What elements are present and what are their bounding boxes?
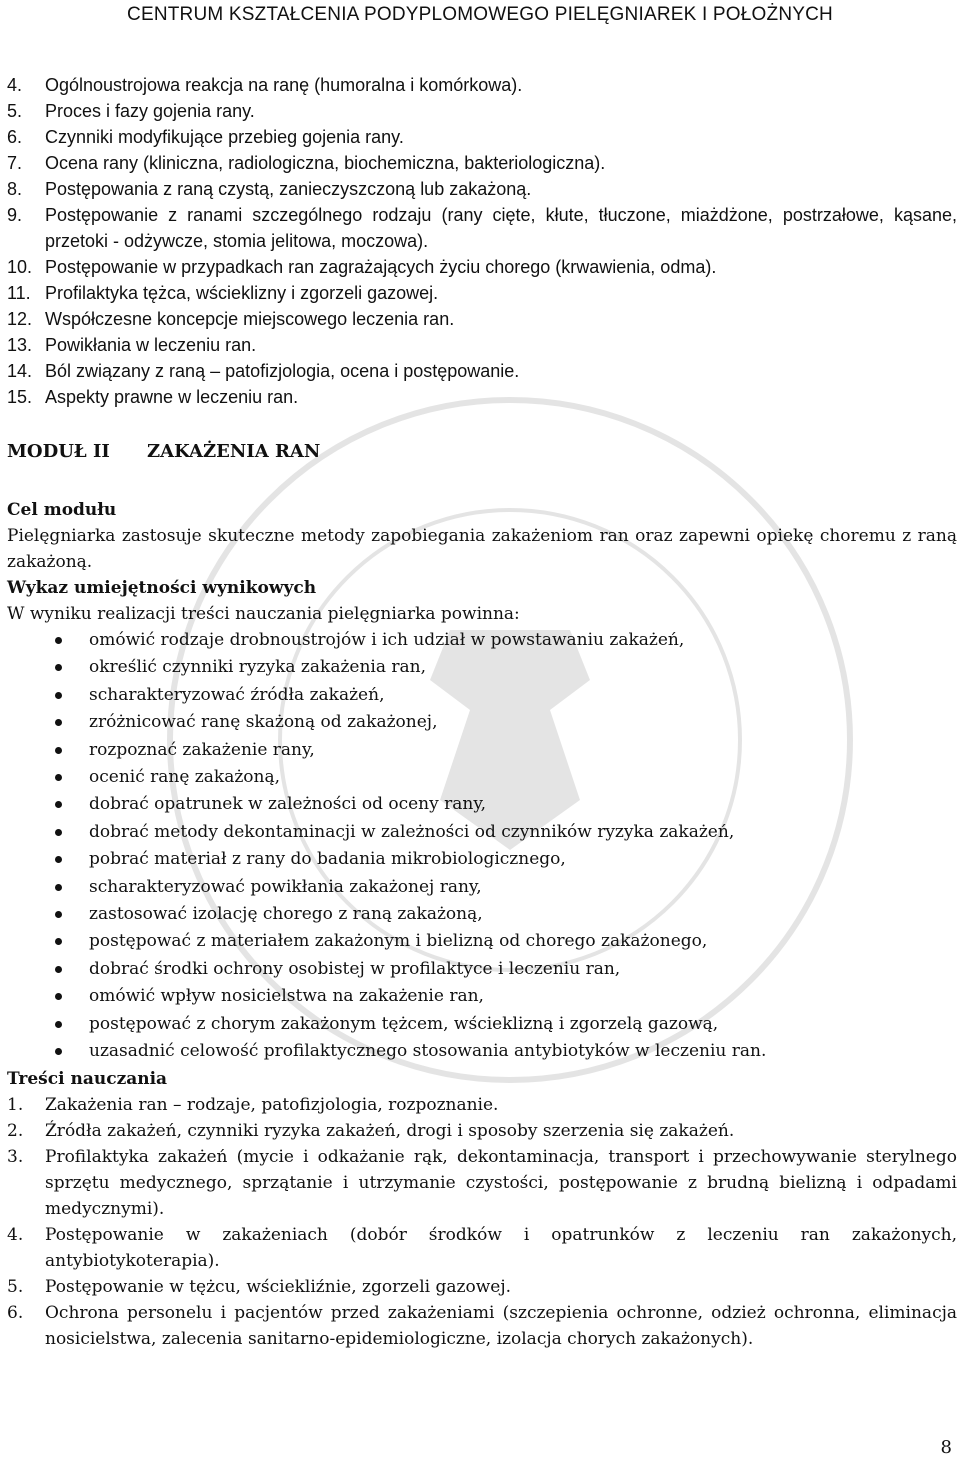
skills-intro: W wyniku realizacji treści nauczania pielęgniarka powinna: [7,604,520,624]
list-item: 7. Ocena rany (kliniczna, radiologiczna, biochemiczna, bakteriologiczna). [7,153,606,173]
bullet-icon [55,993,62,1000]
bullet-icon [55,884,62,891]
goal-heading: Cel modułu [7,500,117,520]
list-item: 12. Współczesne koncepcje miejscowego leczenia ran. [7,309,455,329]
list-item: pobrać materiał z rany do badania mikrobiologicznego, [51,846,957,873]
list-item: 5. Postępowanie w tężcu, wściekliźnie, zgorzeli gazowej. [7,1276,512,1297]
list-item: 3. Profilaktyka zakażeń (mycie i odkażanie rąk, dekontaminacja, transport i przechowywanie sterylnego sprzętu medycznego, sprzątanie i utrzymanie czystości, postępowanie z brudną bielizną i odpadami medycznymi). [7,1146,957,1219]
content-list [7,1092,957,1352]
content-heading: Treści nauczania [7,1068,168,1089]
list-item: 14. Ból związany z raną – patofizjologia, ocena i postępowanie. [7,361,520,381]
list-item: 5. Proces i fazy gojenia rany. [7,101,255,121]
bullet-icon [55,664,62,671]
bullet-icon [55,911,62,918]
list-item: zróżnicować ranę skażoną od zakażonej, [51,709,957,736]
list-item: 13. Powikłania w leczeniu ran. [7,335,257,355]
module-heading [7,441,321,462]
list-item: 8. Postępowania z raną czystą, zanieczyszczoną lub zakażoną. [7,179,532,199]
list-item: scharakteryzować powikłania zakażonej rany, [51,874,957,901]
list-item: postępować z materiałem zakażonym i bielizną od chorego zakażonego, [51,928,957,955]
bullet-icon [55,829,62,836]
list-item: omówić rodzaje drobnoustrojów i ich udział w powstawaniu zakażeń, [51,627,957,654]
list-item: scharakteryzować źródła zakażeń, [51,682,957,709]
list-item: dobrać metody dekontaminacji w zależności od czynników ryzyka zakażeń, [51,819,957,846]
module-title: ZAKAŻENIA RAN [147,441,321,462]
list-item: postępować z chorym zakażonym tężcem, wścieklizną i zgorzelą gazową, [51,1011,957,1038]
list-item: zastosować izolację chorego z raną zakażoną, [51,901,957,928]
bullet-icon [55,774,62,781]
list-item: dobrać opatrunek w zależności od oceny rany, [51,791,957,818]
module-content [7,497,957,1352]
bullet-icon [55,1048,62,1055]
skills-list [7,627,957,1066]
list-item: 4. Ogólnoustrojowa reakcja na ranę (humoralna i komórkowa). [7,75,523,95]
list-item: określić czynniki ryzyka zakażenia ran, [51,654,957,681]
list-item: 15. Aspekty prawne w leczeniu ran. [7,387,299,407]
bullet-icon [55,747,62,754]
topics-list [7,72,957,410]
list-item: 10. Postępowanie w przypadkach ran zagrażających życiu chorego (krwawienia, odma). [7,257,717,277]
bullet-icon [55,856,62,863]
list-item: 9. Postępowanie z ranami szczególnego rodzaju (rany cięte, kłute, tłuczone, miażdżone, postrzałowe, kąsane, przetoki - odżywcze, stomia jelitowa, moczowa). [7,205,957,251]
module-label: MODUŁ II [7,441,110,462]
list-item: 4. Postępowanie w zakażeniach (dobór środków i opatrunków z leczeniu ran zakażonych, antybiotykoterapia). [7,1224,957,1271]
list-item: rozpoznać zakażenie rany, [51,737,957,764]
bullet-icon [55,801,62,808]
bullet-icon [55,938,62,945]
bullet-icon [55,1021,62,1028]
list-item: 1. Zakażenia ran – rodzaje, patofizjologia, rozpoznanie. [7,1094,499,1115]
page-number: 8 [940,1437,952,1458]
list-item: 6. Ochrona personelu i pacjentów przed zakażeniami (szczepienia ochronne, odzież ochronna, eliminacja nosicielstwa, zalecenia sanitarno-epidemiologiczne, izolacja chorych zakażonych). [7,1302,957,1349]
list-item: dobrać środki ochrony osobistej w profilaktyce i leczeniu ran, [51,956,957,983]
page-header: CENTRUM KSZTAŁCENIA PODYPLOMOWEGO PIELĘGNIAREK I POŁOŻNYCH [127,4,833,25]
skills-heading: Wykaz umiejętności wynikowych [7,578,317,598]
list-item: uzasadnić celowość profilaktycznego stosowania antybiotyków w leczeniu ran. [51,1038,957,1065]
goal-text: Pielęgniarka zastosuje skuteczne metody zapobiegania zakażeniom ran oraz zapewni opiekę choremu z raną zakażoną. [7,526,957,572]
bullet-icon [55,637,62,644]
bullet-icon [55,966,62,973]
bullet-icon [55,719,62,726]
list-item: 11. Profilaktyka tężca, wścieklizny i zgorzeli gazowej. [7,283,439,303]
list-item: ocenić ranę zakażoną, [51,764,957,791]
list-item: 6. Czynniki modyfikujące przebieg gojenia rany. [7,127,404,147]
list-item: omówić wpływ nosicielstwa na zakażenie ran, [51,983,957,1010]
bullet-icon [55,692,62,699]
list-item: 2. Źródła zakażeń, czynniki ryzyka zakażeń, drogi i sposoby szerzenia się zakażeń. [7,1120,735,1141]
